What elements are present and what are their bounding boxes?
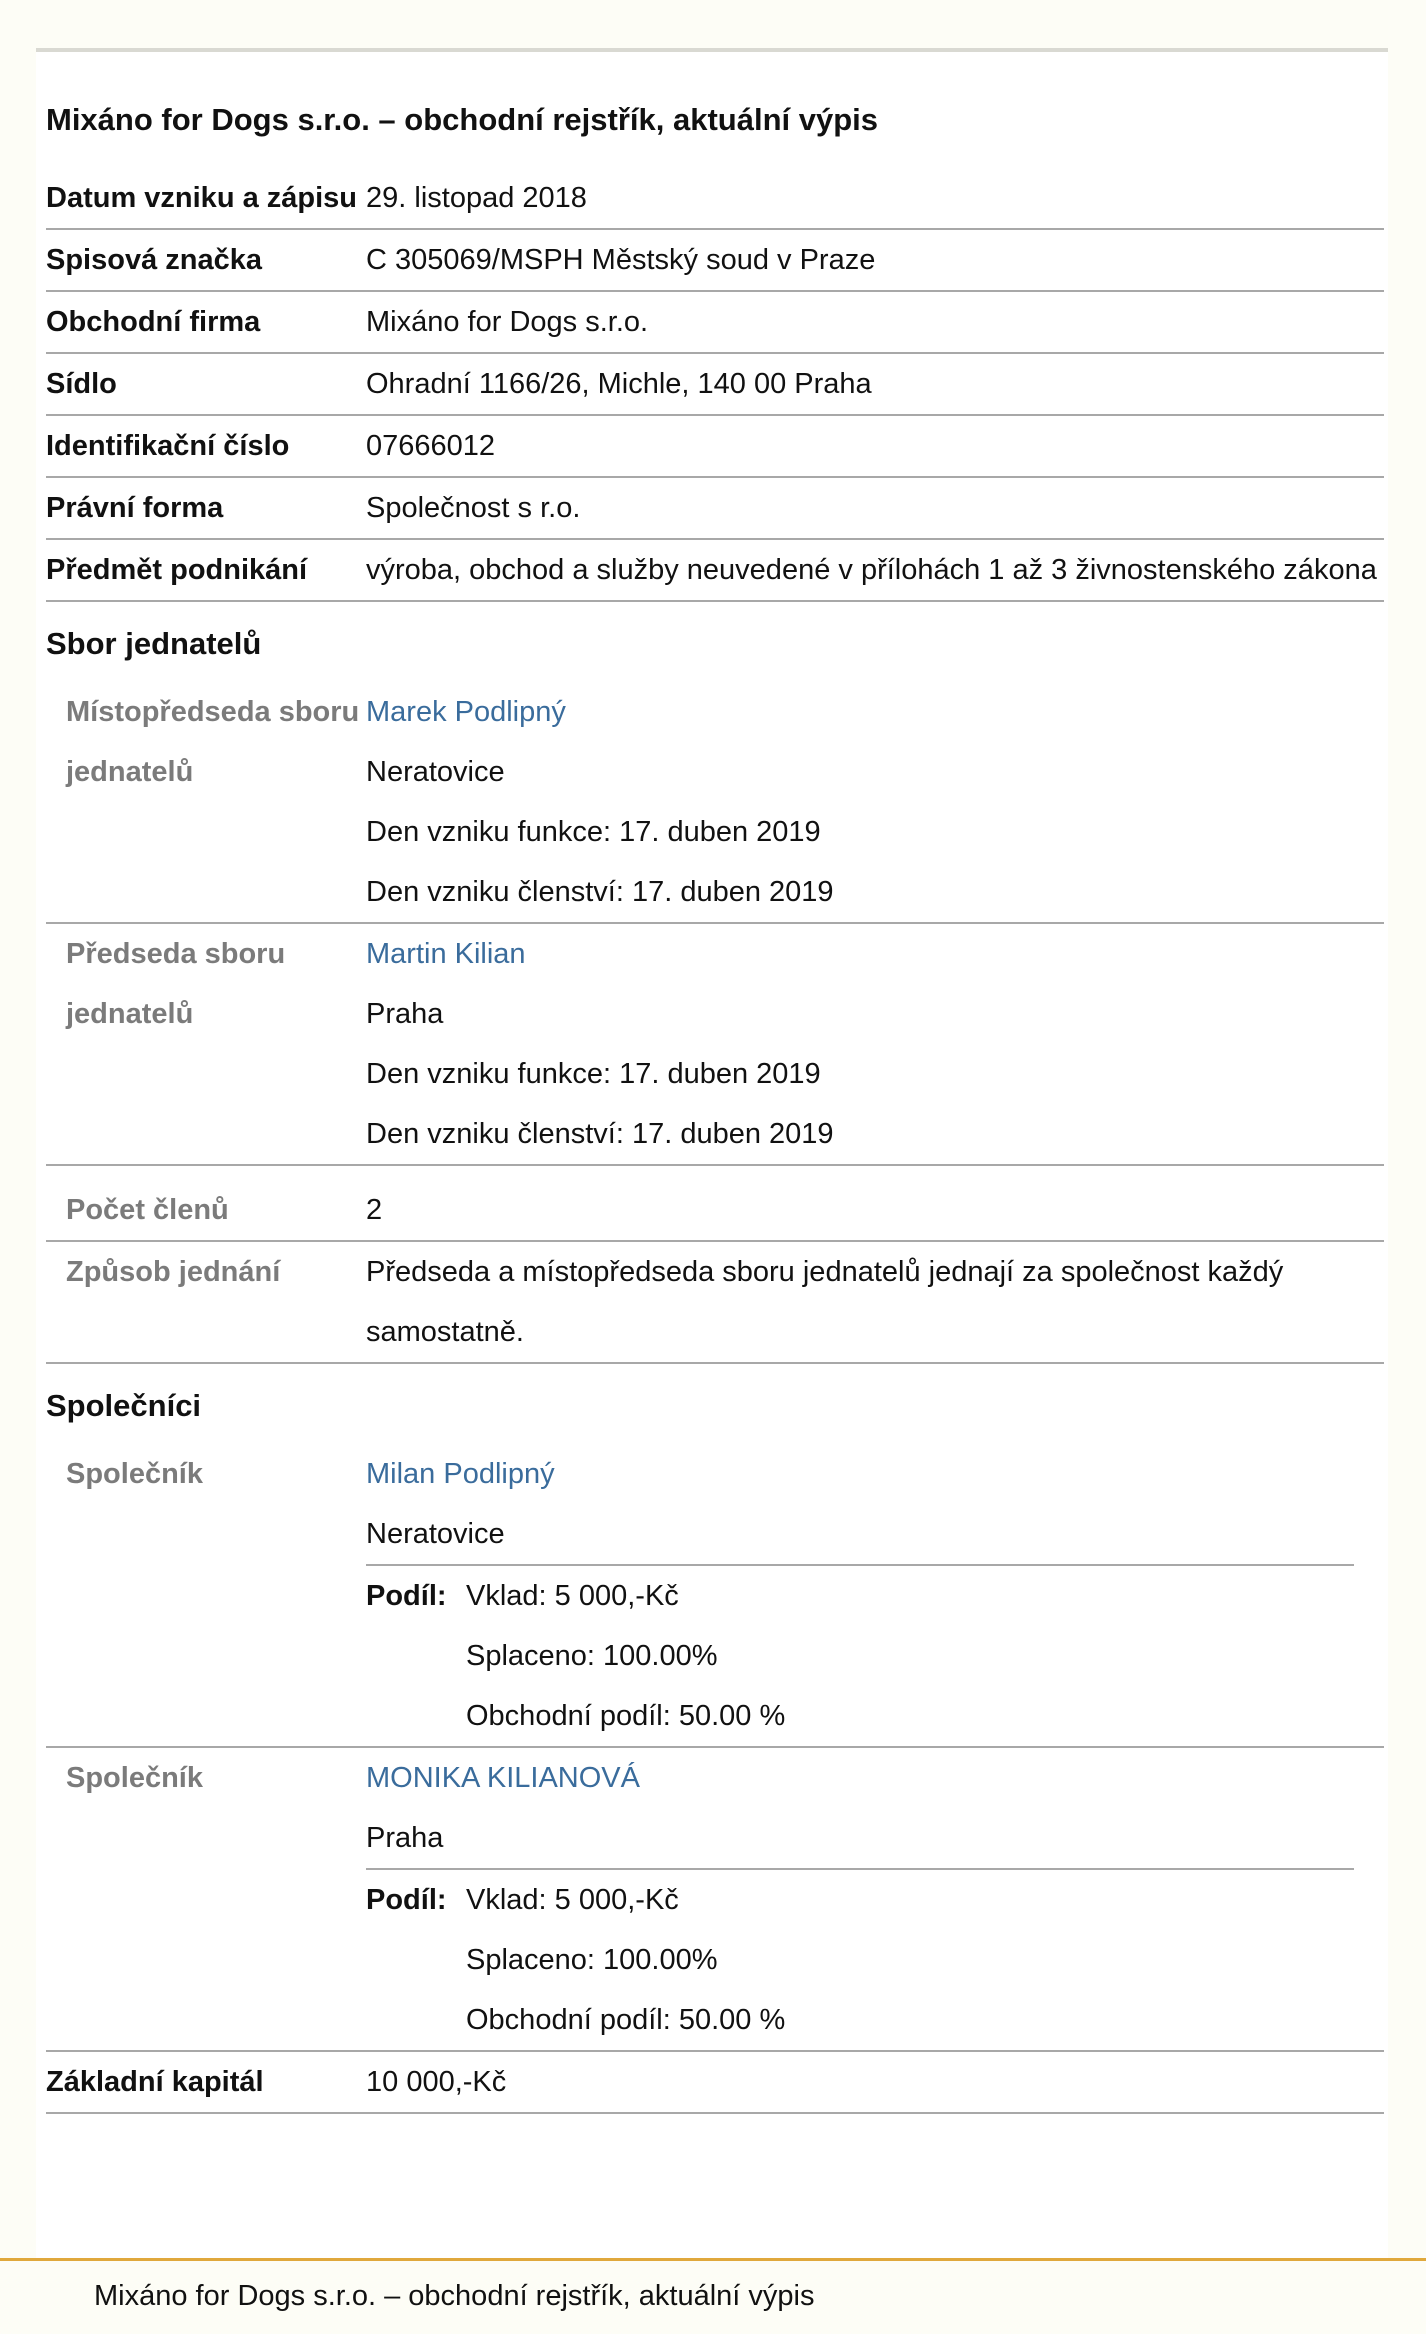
partner-row [46,1748,1384,2052]
row-label: Způsob jednání [66,1256,281,1288]
row-value: 07666012 [366,430,496,462]
row-value: Společnost s r.o. [366,492,581,524]
row-label: Sídlo [46,368,117,400]
row-value: 2 [366,1194,383,1226]
member-city: Neratovice [366,756,505,788]
row-value: Předseda a místopředseda sboru jednatelů jednají za společnost každý samostatně. [366,1256,1284,1348]
member-details [366,924,1384,1164]
row-label: Obchodní firma [46,306,261,338]
page-footer: Mixáno for Dogs s.r.o. – obchodní rejstřík, aktuální výpis [0,2258,1426,2334]
row-label: Počet členů [66,1194,229,1226]
row-value: výroba, obchod a služby neuvedené v přílohách 1 až 3 živnostenského zákona [366,554,1377,586]
member-function-date: Den vzniku funkce: 17. duben 2019 [366,1058,821,1090]
member-membership-date: Den vzniku členství: 17. duben 2019 [366,876,834,908]
partner-role: Společník [66,1762,203,1794]
share-deposit: Vklad: 5 000,-Kč [466,1580,679,1612]
board-member-row [46,924,1384,1166]
row-zakladni-kapital [46,2052,1384,2114]
row-label: Datum vzniku a zápisu [46,182,358,214]
partner-name-link[interactable]: MONIKA KILIANOVÁ [366,1762,640,1794]
share-values [466,1870,785,2050]
member-function-date: Den vzniku funkce: 17. duben 2019 [366,816,821,848]
member-name-link[interactable]: Marek Podlipný [366,696,566,728]
row-zpusob-jednani [46,1242,1384,1364]
partner-city: Neratovice [366,1518,505,1550]
member-name-link[interactable]: Martin Kilian [366,938,526,970]
share-label: Podíl: [366,1580,447,1612]
partner-share-block [366,1564,1354,1746]
share-label: Podíl: [366,1884,447,1916]
partner-city: Praha [366,1822,444,1854]
section-heading-partners: Společníci [46,1388,202,1423]
partner-role: Společník [66,1458,203,1490]
row-label: Základní kapitál [46,2066,264,2098]
register-extract-card [36,48,1388,2262]
share-values [466,1566,785,1746]
share-percentage: Obchodní podíl: 50.00 % [466,2004,786,2036]
partner-share-block [366,1868,1354,2050]
member-role: Místopředseda sboru jednatelů [66,696,360,788]
row-value: Mixáno for Dogs s.r.o. [366,306,649,338]
row-obchodni-firma [46,292,1384,354]
row-predmet-podnikani [46,540,1384,602]
board-member-row [46,682,1384,924]
row-label: Identifikační číslo [46,430,290,462]
row-spisova-znacka [46,230,1384,292]
partner-row [46,1444,1384,1748]
share-paid: Splaceno: 100.00% [466,1640,718,1672]
member-city: Praha [366,998,444,1030]
page-title: Mixáno for Dogs s.r.o. – obchodní rejstřík, aktuální výpis [46,102,879,137]
row-value: C 305069/MSPH Městský soud v Praze [366,244,876,276]
share-paid: Splaceno: 100.00% [466,1944,718,1976]
partner-name-link[interactable]: Milan Podlipný [366,1458,555,1490]
share-deposit: Vklad: 5 000,-Kč [466,1884,679,1916]
row-value: 10 000,-Kč [366,2066,507,2098]
partner-details [366,1748,1384,2050]
partner-details [366,1444,1384,1746]
section-heading-board: Sbor jednatelů [46,626,262,661]
row-value: Ohradní 1166/26, Michle, 140 00 Praha [366,368,872,400]
share-percentage: Obchodní podíl: 50.00 % [466,1700,786,1732]
row-label: Spisová značka [46,244,262,276]
row-pravni-forma [46,478,1384,540]
row-ico [46,416,1384,478]
row-label: Předmět podnikání [46,554,308,586]
row-pocet-clenu [46,1166,1384,1242]
member-role: Předseda sboru jednatelů [66,938,286,1030]
row-datum-vzniku [46,168,1384,230]
row-label: Právní forma [46,492,224,524]
member-details [366,682,1384,922]
row-value: 29. listopad 2018 [366,182,587,214]
register-extract-content [46,52,1384,2114]
row-sidlo [46,354,1384,416]
member-membership-date: Den vzniku členství: 17. duben 2019 [366,1118,834,1150]
